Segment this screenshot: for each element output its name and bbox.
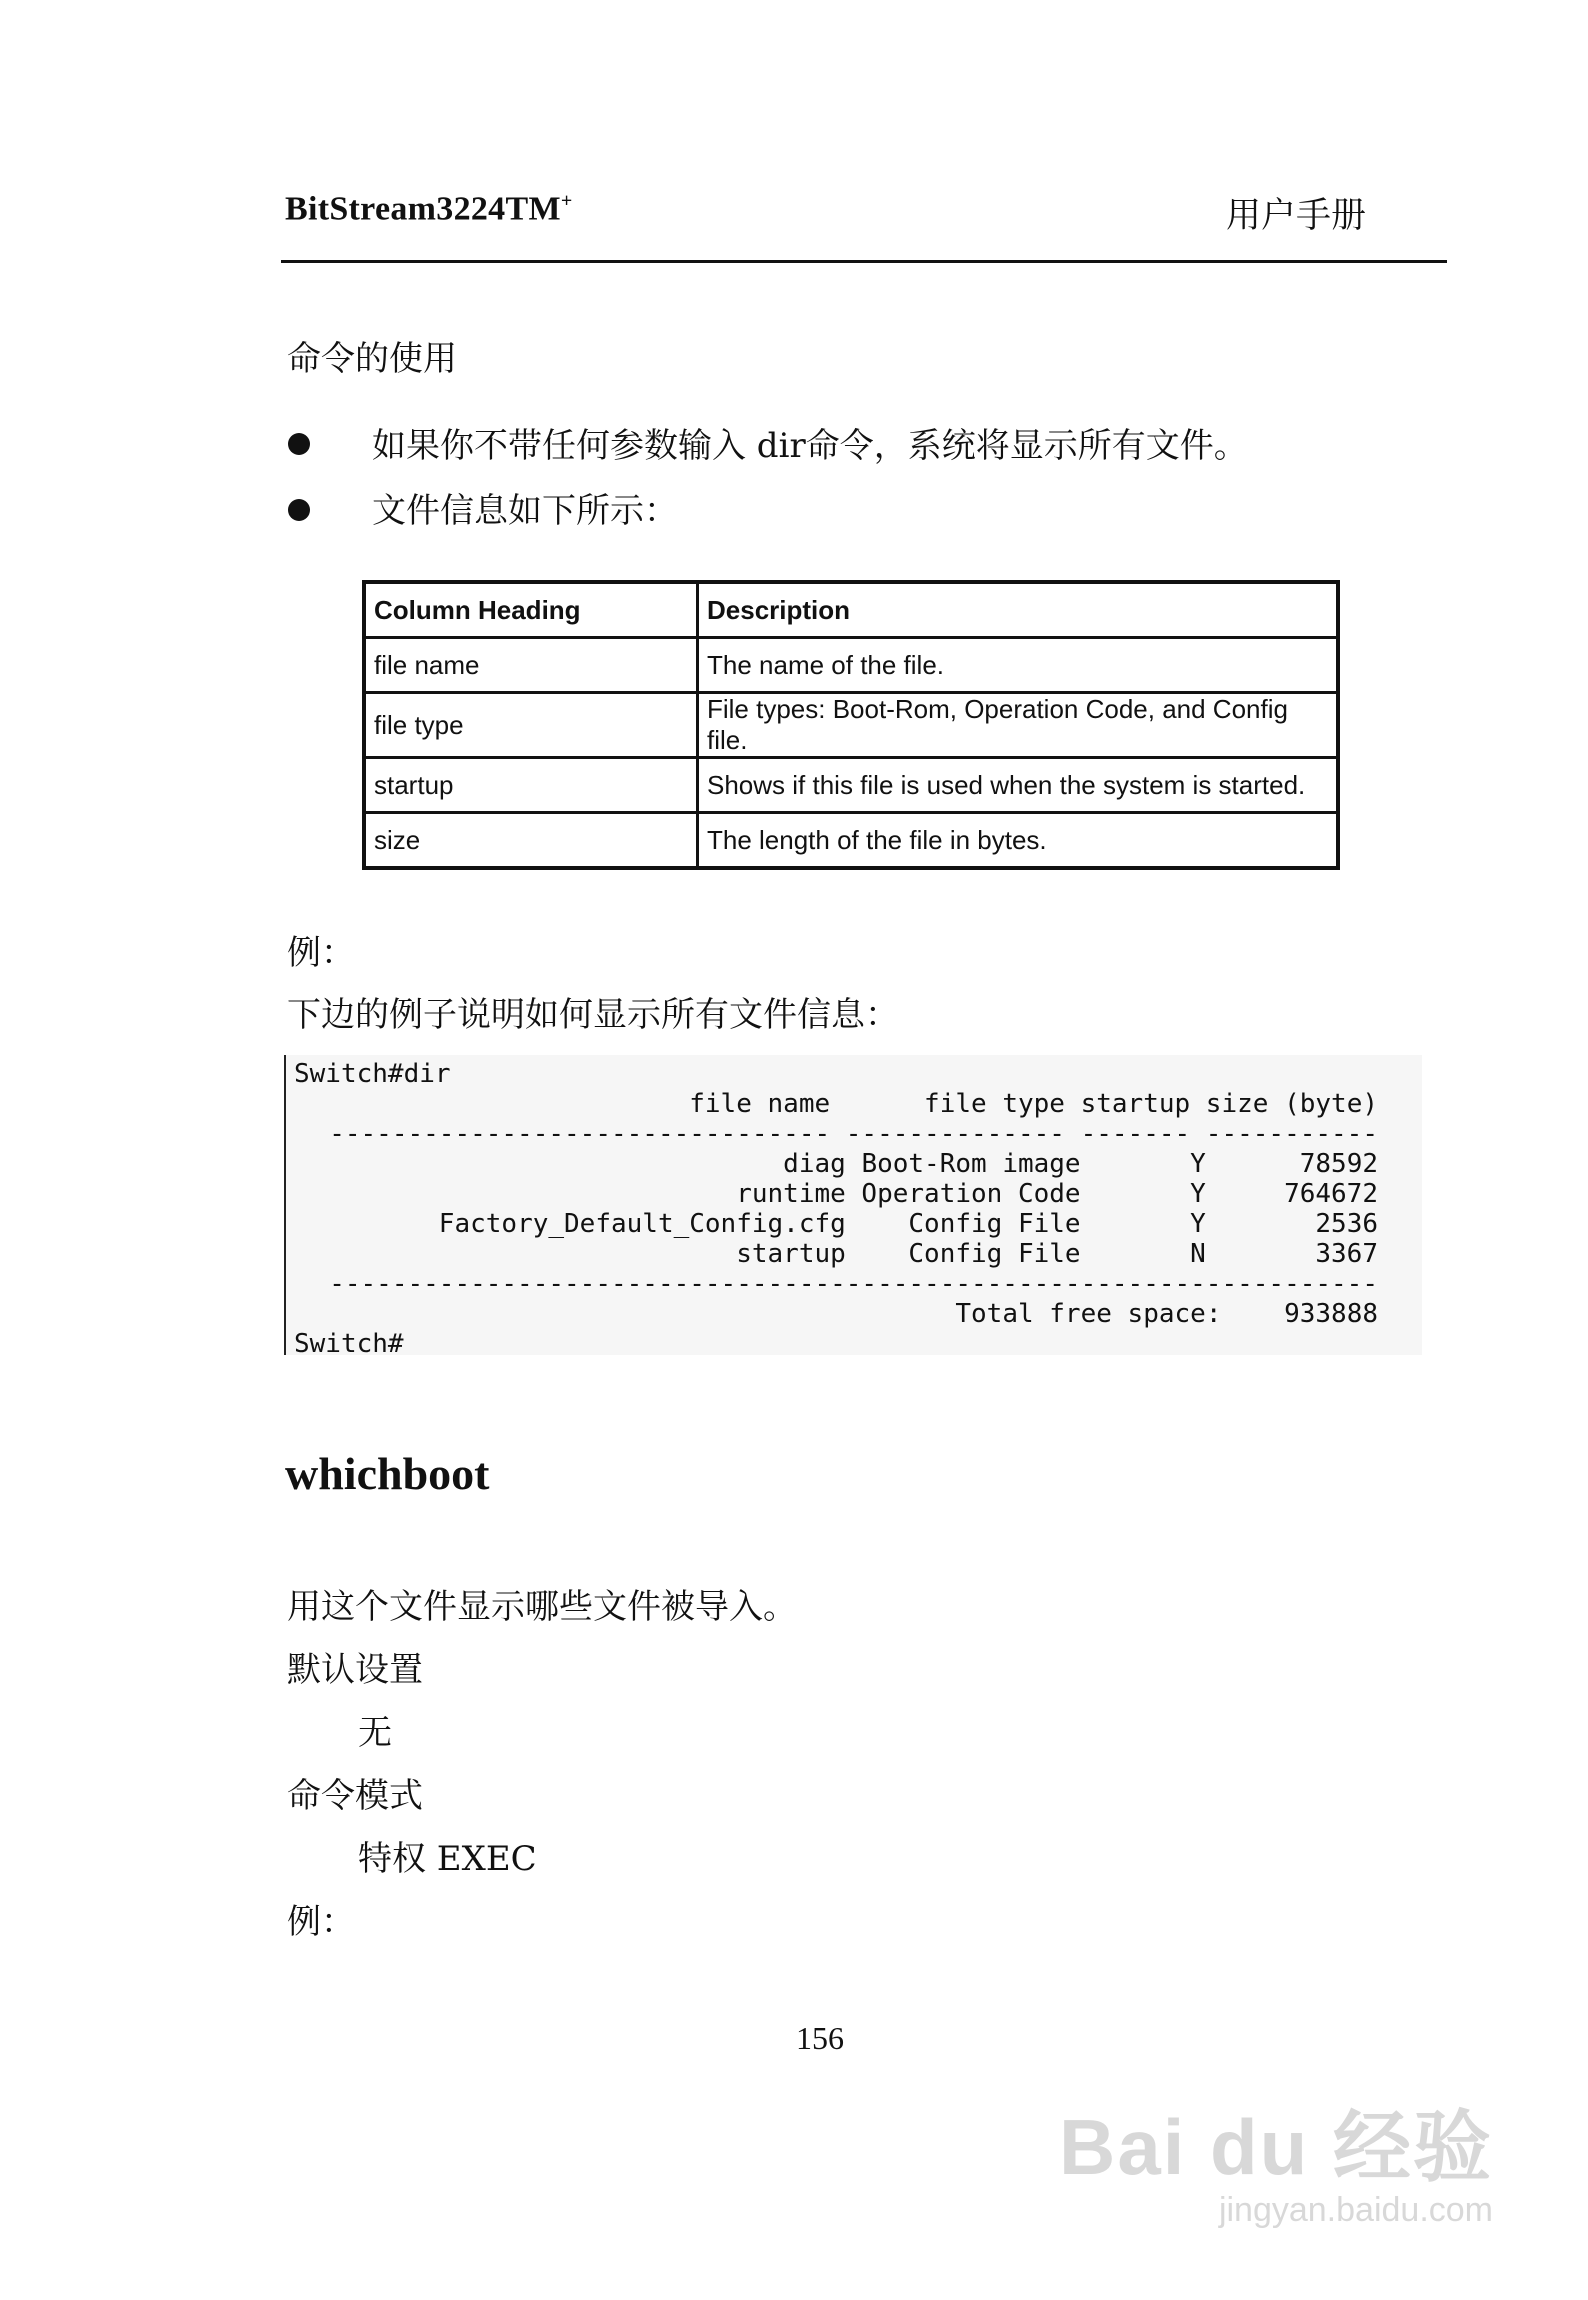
bullet-dot-2: [288, 499, 310, 521]
table-header-row: [364, 582, 1338, 638]
cli-total-line: Total free space: 933888: [955, 1299, 1378, 1329]
watermark-logo: Bai du 经验: [1058, 2103, 1493, 2191]
table-cell: size: [364, 813, 698, 869]
table-cell: The length of the file in bytes.: [698, 813, 1339, 869]
table-row: [364, 638, 1338, 693]
bullet-text-1: 如果你不带任何参数输入 dir命令，系统将显示所有文件。: [372, 426, 1248, 466]
command-mode-value: 特权 EXEC: [358, 1839, 537, 1879]
baidu-watermark: [1059, 2085, 1493, 2230]
default-setting-value: 无: [358, 1713, 392, 1753]
table-cell: file type: [364, 693, 698, 758]
table-cell: file name: [364, 638, 698, 693]
bullet-text-2: 文件信息如下所示：: [372, 491, 678, 531]
cli-separator: -------------------------------- -------------- ------- -----------: [329, 1119, 1378, 1149]
watermark-url: jingyan.baidu.com: [1218, 2191, 1493, 2229]
document-header-right: 用户手册: [1226, 196, 1367, 236]
page-number: 156: [796, 2020, 844, 2056]
cli-file-row: startup Config File N 3367: [736, 1239, 1378, 1269]
document-header-title: BitStream3224TM+: [285, 190, 573, 228]
cli-prompt-end: Switch#: [294, 1329, 404, 1359]
table-row: [364, 758, 1338, 813]
example-label: 例：: [287, 933, 355, 973]
header-divider: [281, 260, 1447, 263]
table-cell: The name of the file.: [698, 638, 1339, 693]
table-cell: Shows if this file is used when the system is started.: [698, 758, 1339, 813]
cli-command-line: Switch#dir: [294, 1059, 451, 1089]
cli-header-line: file name file type startup size (byte): [689, 1089, 1378, 1119]
whichboot-description: 用这个文件显示哪些文件被导入。: [287, 1587, 797, 1627]
whichboot-example-label: 例：: [287, 1902, 355, 1942]
cli-file-row: Factory_Default_Config.cfg Config File Y 2536: [438, 1209, 1378, 1239]
table-row: [364, 693, 1338, 758]
example-description: 下边的例子说明如何显示所有文件信息：: [287, 995, 899, 1035]
default-setting-label: 默认设置: [287, 1650, 423, 1690]
intro-heading: 命令的使用: [287, 339, 457, 379]
table-header-cell: Column Heading: [364, 582, 698, 638]
cli-file-row: runtime Operation Code Y 764672: [736, 1179, 1378, 1209]
cli-output-block: [284, 1055, 1422, 1359]
section-title: whichboot: [285, 1448, 490, 1499]
cli-file-row: diag Boot-Rom image Y 78592: [783, 1149, 1378, 1179]
table-row: [364, 813, 1338, 869]
table-cell: startup: [364, 758, 698, 813]
cli-separator: -------------------------------------------------------------------: [329, 1269, 1378, 1299]
table-header-cell: Description: [698, 582, 1339, 638]
column-description-table: [362, 580, 1340, 870]
command-mode-label: 命令模式: [287, 1776, 423, 1816]
table-cell: File types: Boot-Rom, Operation Code, and Config file.: [698, 693, 1339, 758]
bullet-dot-1: [288, 433, 310, 455]
